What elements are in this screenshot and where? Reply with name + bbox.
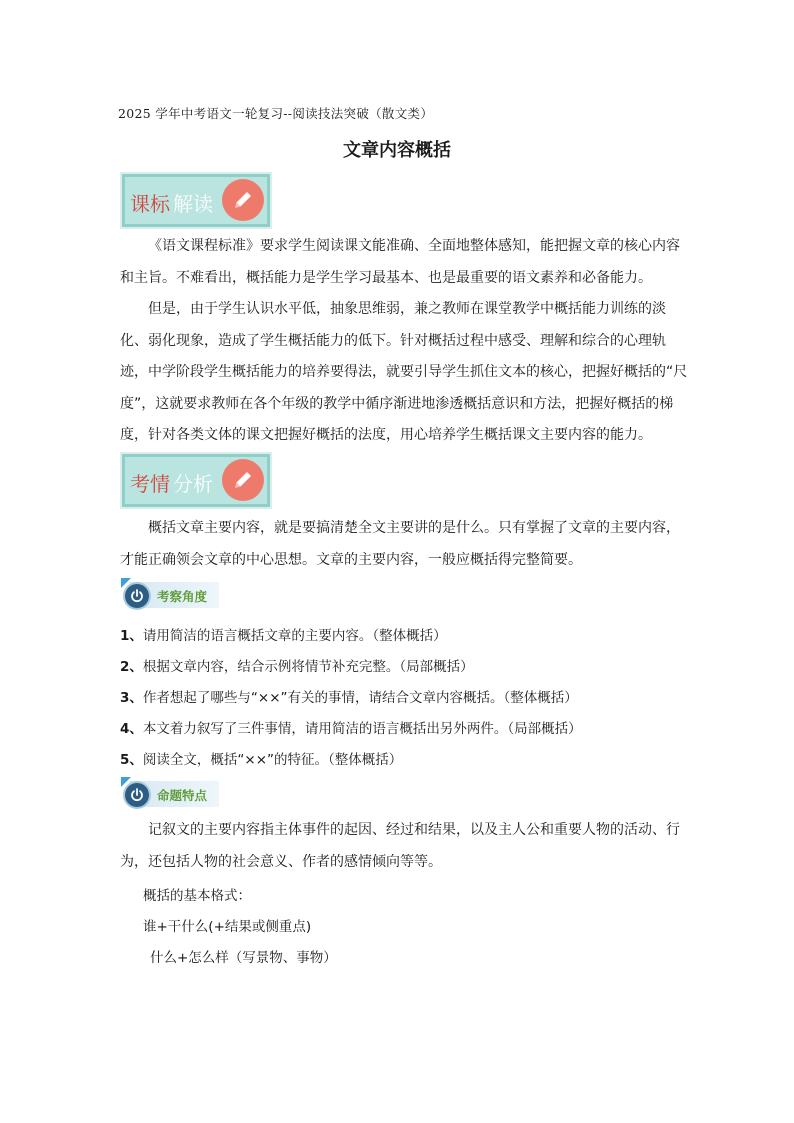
banner-word-secondary: 解读 xyxy=(173,192,213,216)
list-item xyxy=(120,624,447,644)
section-features-text xyxy=(120,815,690,878)
list-text: 阅读全文，概括“××”的特征。（整体概括） xyxy=(142,752,403,768)
paragraph: 《语文课程标准》要求学生阅读课文能准确、全面地整体感知，能把握文章的核心内容和主旨。不难看出，概括能力是学生学习最基本、也是最重要的语文素养和必备能力。 xyxy=(120,238,680,286)
list-number: 3、 xyxy=(120,690,143,706)
banner-exam-analysis xyxy=(120,452,272,509)
banner-word-secondary: 分析 xyxy=(173,472,213,496)
list-item xyxy=(120,717,582,737)
paragraph: 但是，由于学生认识水平低，抽象思维弱，兼之教师在课堂教学中概括能力训练的淡化、弱化现象，造成了学生概括能力的低下。针对概括过程中感受、理解和综合的心理轨迹，中学阶段学生概括能力的培养要得法，就要引导学生抓住文本的核心，把握好概括的“尺度”，这就要求教师在各个年级的教学中循序渐进地渗透概括意识和方法，把握好概括的梯度，针对各类文体的课文把握好概括的法度，用心培养学生概括课文主要内容的能力。 xyxy=(120,301,688,443)
banner-word-primary: 课标 xyxy=(130,192,170,216)
banner-word-primary: 考情 xyxy=(130,472,170,496)
paragraph: 概括文章主要内容，就是要搞清楚全文主要讲的是什么。只有掌握了文章的主要内容，才能正确领会文章的中心思想。文章的主要内容，一般应概括得完整简要。 xyxy=(120,520,680,568)
tag-label: 考察角度 xyxy=(157,589,208,604)
format-line: 什么+怎么样（写景物、事物） xyxy=(150,950,337,966)
doc-subtitle: 2025 学年中考语文一轮复习--阅读技法突破（散文类） xyxy=(118,106,434,121)
format-label: 概括的基本格式： xyxy=(143,888,251,904)
paragraph: 记叙文的主要内容指主体事件的起因、经过和结果，以及主人公和重要人物的活动、行为，还包括人物的社会意义、作者的感情倾向等等。 xyxy=(120,822,680,870)
list-text: 根据文章内容，结合示例将情节补充完整。（局部概括） xyxy=(142,659,474,675)
section-curriculum-text xyxy=(120,231,690,452)
tag-question-features xyxy=(121,777,219,809)
list-number: 1、 xyxy=(120,628,143,644)
pencil-icon xyxy=(222,179,264,221)
list-item xyxy=(120,748,402,768)
banner-curriculum xyxy=(120,172,272,229)
list-number: 2、 xyxy=(120,659,143,675)
list-item xyxy=(120,655,474,675)
list-number: 4、 xyxy=(120,721,143,737)
pencil-icon xyxy=(222,459,264,501)
section-analysis-text xyxy=(120,513,690,576)
list-item xyxy=(120,686,578,706)
tag-exam-angle xyxy=(121,578,219,610)
page-title: 文章内容概括 xyxy=(343,140,451,161)
format-line: 谁+干什么(+结果或侧重点) xyxy=(143,919,312,935)
list-text: 作者想起了哪些与“××”有关的事情，请结合文章内容概括。（整体概括） xyxy=(142,690,578,706)
list-number: 5、 xyxy=(120,752,143,768)
list-text: 本文着力叙写了三件事情，请用简洁的语言概括出另外两件。（局部概括） xyxy=(142,721,582,737)
list-text: 请用简洁的语言概括文章的主要内容。（整体概括） xyxy=(142,628,447,644)
power-icon xyxy=(125,783,149,807)
tag-label: 命题特点 xyxy=(157,788,208,803)
power-icon xyxy=(125,584,149,608)
